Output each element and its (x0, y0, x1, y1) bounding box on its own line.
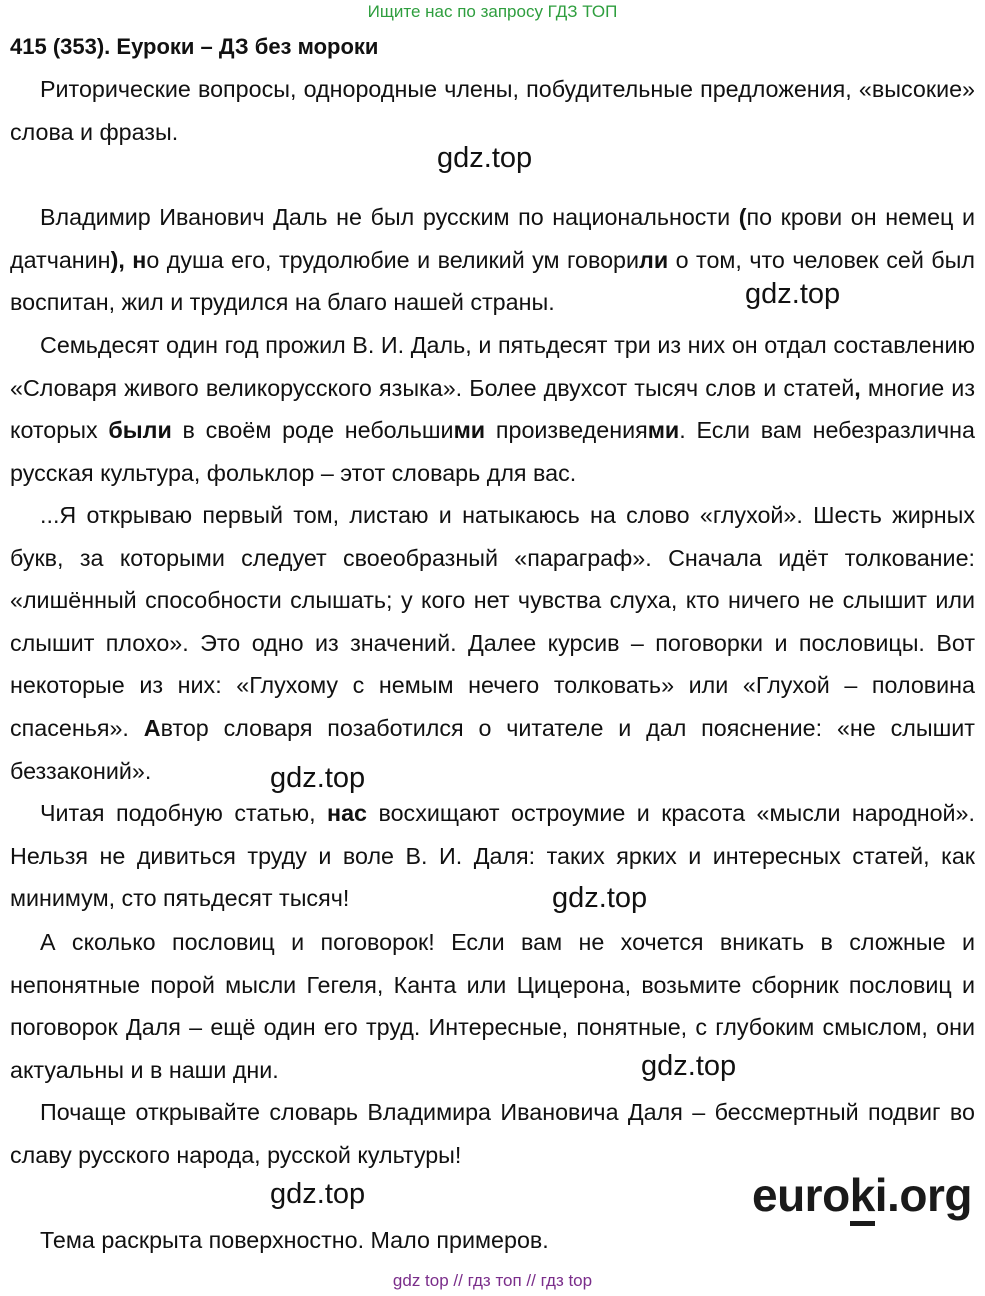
paragraph-text: Риторические вопросы, однородные члены, побудительные предложения, «высокие» слова и фразы. (10, 76, 975, 145)
footer-links: gdz top // гдз топ // гдз top (392, 1271, 593, 1290)
highlight-text: были (108, 417, 172, 444)
text-run: многие из которых (10, 374, 975, 444)
text-run: восхищают остроумие и красота «мысли народной». Нельзя не дивиться труду и воле В. И. Даля: таких ярких и интересных статей, как минимум, сто пятьдесят тысяч! (10, 800, 975, 912)
text-run: произведения (485, 417, 648, 444)
highlight-text: ли (639, 246, 669, 273)
text-run: Владимир Иванович Даль не был русским по национальности (40, 204, 739, 230)
text-run: втор словаря позаботился о читателе и дал пояснение: «не слышит беззаконий». (10, 714, 975, 784)
highlight-text: ), н (110, 246, 147, 273)
essay-paragraph-3 (10, 494, 975, 792)
highlight-text: А (143, 714, 161, 741)
paragraph-text (10, 792, 975, 920)
highlight-text: ( (738, 204, 747, 230)
text-run: по крови он немец и датчанин (10, 204, 975, 273)
logo-text-underlined: k (850, 1169, 875, 1226)
watermark: gdz.top (745, 278, 841, 310)
euroki-logo (752, 1168, 972, 1222)
watermark: gdz.top (270, 1178, 366, 1210)
highlight-text: ми (647, 417, 680, 444)
logo-text: i.org (874, 1169, 972, 1221)
top-banner: Ищите нас по запросу ГДЗ ТОП (367, 2, 618, 21)
review-note (10, 1219, 975, 1262)
highlight-text: ми (453, 417, 486, 444)
essay-paragraph-4 (10, 792, 975, 920)
paragraph-text: А сколько пословиц и поговорок! Если вам не хочется вникать в сложные и непонятные порой мысли Гегеля, Канта или Цицерона, возьмите сборник пословиц и поговорок Даля – ещё один его труд. Интересные, понятные, с глубоким смыслом, они актуальны и в наши дни. (10, 929, 975, 1083)
paragraph-text (10, 494, 975, 792)
text-run: . Если вам небезразлична русская культура, фольклор – этот словарь для вас. (10, 417, 975, 486)
answer-paragraph-1 (10, 68, 975, 153)
text-run: о душа его, трудолюбие и великий ум говори (146, 246, 640, 273)
page-title: 415 (353). Еуроки – ДЗ без мороки (10, 34, 379, 59)
watermark: gdz.top (552, 882, 648, 914)
paragraph-text: Почаще открывайте словарь Владимира Ивановича Даля – бессмертный подвиг во славу русского народа, русской культуры! (10, 1099, 975, 1168)
watermark: gdz.top (270, 762, 366, 794)
text-run: Семьдесят один год прожил В. И. Даль, и пятьдесят три из них он отдал составлению «Словаря живого великорусского языка». Более двухсот тысяч слов и статей (10, 332, 975, 401)
watermark: gdz.top (437, 142, 533, 174)
text-run: о том, что человек сей был воспитан, жил и трудился на благо нашей страны. (10, 246, 975, 316)
text-run: в своём роде небольши (171, 417, 454, 444)
highlight-text: нас (327, 800, 368, 826)
essay-paragraph-5 (10, 921, 975, 1091)
logo-text: euro (752, 1169, 850, 1221)
highlight-text: , (854, 374, 861, 401)
text-run: Читая подобную статью, (40, 800, 328, 826)
paragraph-text: Тема раскрыта поверхностно. Мало примеров. (40, 1227, 549, 1253)
text-run: ...Я открываю первый том, листаю и натыкаюсь на слово «глухой». Шесть жирных букв, за которыми следует своеобразный «параграф». Сначала идёт толкование: «лишённый способности слышать; у кого нет чувства слуха, кто ничего не слышит или слышит плохо». Это одно из значений. Далее курсив – поговорки и пословицы. Вот некоторые из них: «Глухому с немым нечего толковать» или «Глухой – половина спасенья». (10, 502, 975, 741)
watermark: gdz.top (641, 1050, 737, 1082)
essay-paragraph-2 (10, 324, 975, 494)
paragraph-text (10, 324, 975, 494)
essay-paragraph-6 (10, 1091, 975, 1176)
